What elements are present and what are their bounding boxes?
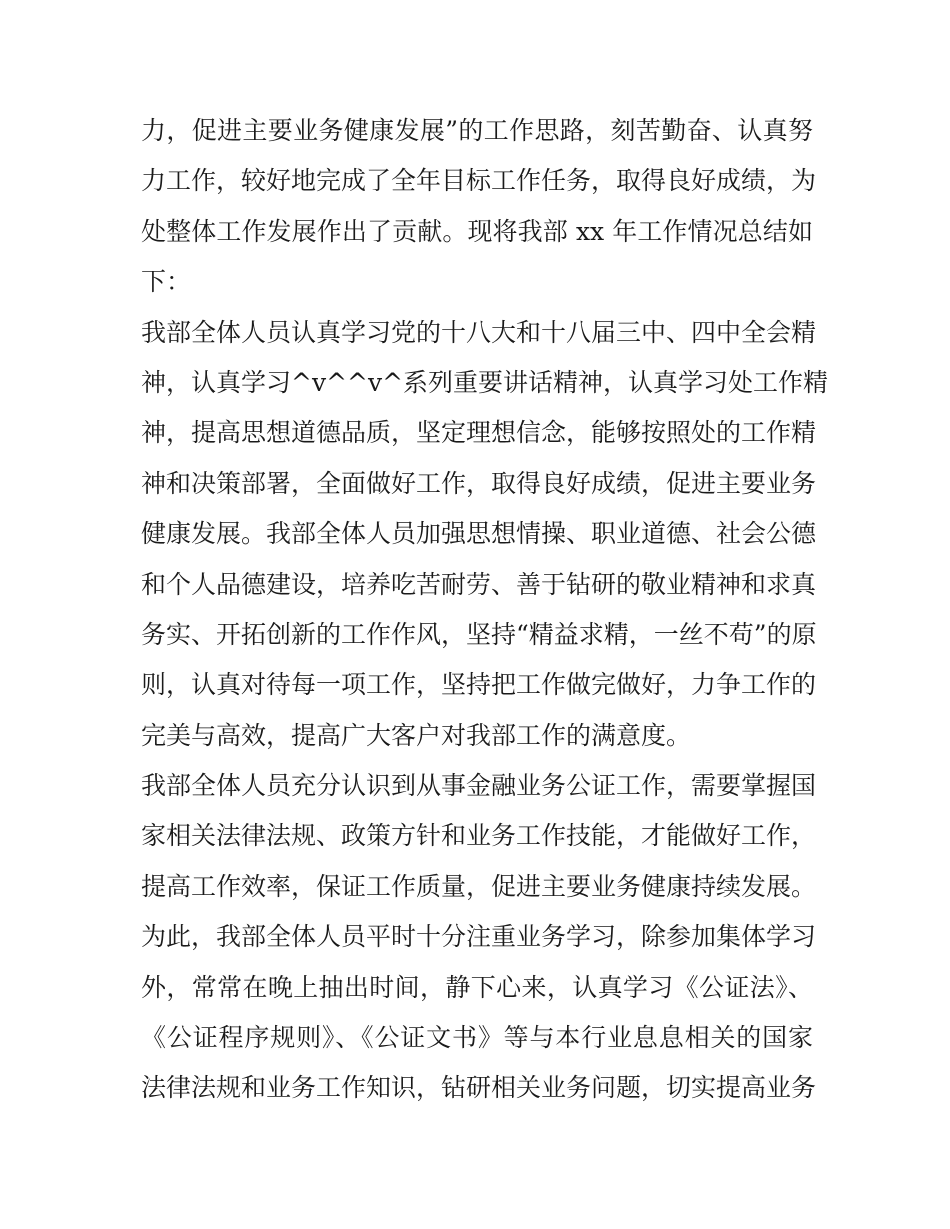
text-line: 下：: [141, 267, 192, 297]
text-line: 健康发展。我部全体人员加强思想情操、职业道德、社会公德: [141, 519, 817, 549]
text-line: 力，促进主要业务健康发展”的工作思路，刻苦勤奋、认真努: [141, 116, 813, 145]
text-line: 法律法规和业务工作知识，钻研相关业务问题，切实提高业务: [141, 1073, 817, 1103]
text-line: 神和决策部署，全面做好工作，取得良好成绩，促进主要业务: [141, 468, 817, 498]
text-line: 力工作，较好地完成了全年目标工作任务，取得良好成绩，为: [141, 166, 817, 196]
body-text: [141, 106, 829, 1114]
text-line: 家相关法律法规、政策方针和业务工作技能，才能做好工作，: [141, 821, 817, 851]
text-line: 务实、开拓创新的工作作风，坚持“精益求精，一丝不苟”的原: [141, 619, 817, 649]
text-line: 为此，我部全体人员平时十分注重业务学习，除参加集体学习: [141, 922, 817, 952]
text-line: 神，提高思想道德品质，坚定理想信念，能够按照处的工作精: [141, 418, 817, 448]
text-line: 外，常常在晚上抽出时间，静下心来，认真学习《公证法》、: [141, 972, 813, 1002]
text-line: 神，认真学习^v^^v^系列重要讲话精神，认真学习处工作精: [141, 367, 829, 397]
text-line: 和个人品德建设，培养吃苦耐劳、善于钻研的敬业精神和求真: [141, 569, 817, 599]
text-line: 提高工作效率，保证工作质量，促进主要业务健康持续发展。: [141, 871, 817, 901]
text-line: 我部全体人员充分认识到从事金融业务公证工作，需要掌握国: [141, 771, 817, 801]
text-line: 我部全体人员认真学习党的十八大和十八届三中、四中全会精: [141, 317, 817, 347]
text-line: 《公证程序规则》、《公证文书》等与本行业息息相关的国家: [141, 1023, 813, 1053]
text-line: 完美与高效，提高广大客户对我部工作的满意度。: [141, 720, 692, 750]
text-line: 则，认真对待每一项工作，坚持把工作做完做好，力争工作的: [141, 670, 817, 700]
text-line: 处整体工作发展作出了贡献。现将我部 xx 年工作情况总结如: [141, 216, 813, 246]
